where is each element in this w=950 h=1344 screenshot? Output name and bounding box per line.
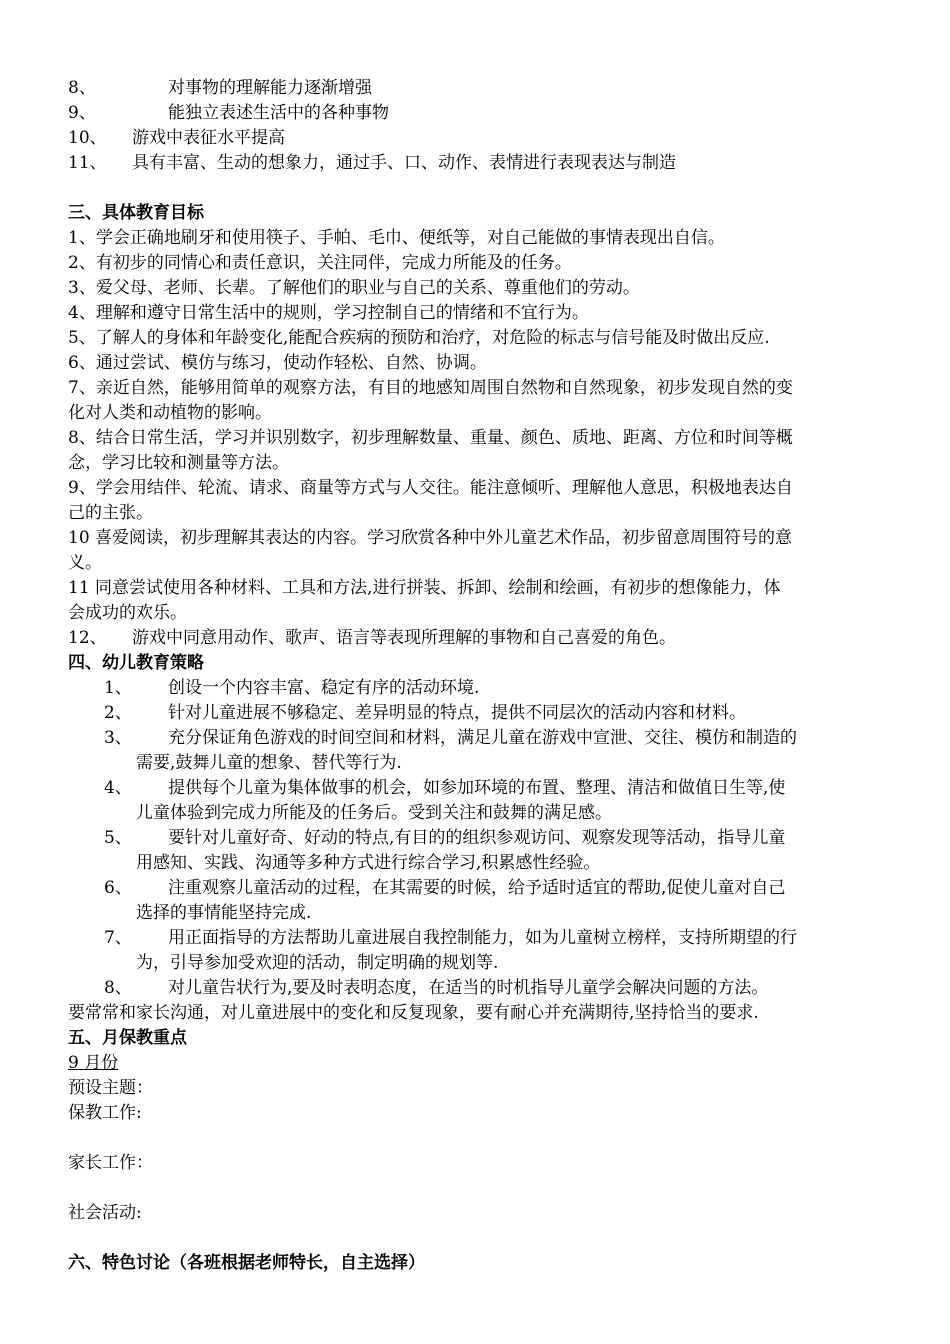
- paragraph-line: 11 同意尝试使用各种材料、工具和方法,进行拼装、拆卸、绘制和绘画，有初步的想像能力，体: [68, 578, 781, 598]
- paragraph-line: 5、了解人的身体和年龄变化,能配合疾病的预防和治疗，对危险的标志与信号能及时做出反应.: [68, 328, 770, 348]
- list-number: 8、: [68, 78, 96, 98]
- paragraph-line: 9、学会用结伴、轮流、请求、商量等方式与人交往。能注意倾听、理解他人意思，积极地表达自: [68, 478, 793, 498]
- field-label: 预设主题：: [68, 1078, 153, 1098]
- paragraph-line: 2、有初步的同情心和责任意识，关注同伴，完成力所能及的任务。: [68, 253, 572, 273]
- list-number: 5、: [104, 828, 132, 848]
- strategy-item: [104, 826, 786, 850]
- paragraph-line: 3、爱父母、老师、长辈。了解他们的职业与自己的关系、尊重他们的劳动。: [68, 278, 640, 298]
- paragraph-line: 6、通过尝试、模仿与练习，使动作轻松、自然、协调。: [68, 353, 487, 373]
- list-number: 2、: [104, 703, 132, 723]
- list-text-continued: 用感知、实践、沟通等多种方式进行综合学习,积累感性经验。: [136, 853, 601, 873]
- list-text: 游戏中表征水平提高: [132, 128, 285, 148]
- strategy-item: [104, 976, 769, 1000]
- paragraph-line: 要常常和家长沟通，对儿童进展中的变化和反复现象，要有耐心并充满期待,坚持恰当的要求.: [68, 1003, 759, 1023]
- strategy-item: [104, 726, 797, 750]
- list-number: 11、: [68, 153, 107, 173]
- strategy-item: [104, 676, 480, 700]
- list-number: 4、: [104, 778, 132, 798]
- list-number: 1、: [104, 678, 132, 698]
- paragraph-line: 10 喜爱阅读，初步理解其表达的内容。学习欣赏各种中外儿童艺术作品，初步留意周围符号的意: [68, 528, 793, 548]
- strategy-item: [104, 926, 797, 950]
- section-heading: 四、幼儿教育策略: [68, 653, 204, 673]
- list-text: 游戏中同意用动作、歌声、语言等表现所理解的事物和自己喜爱的角色。: [132, 628, 676, 648]
- list-number: 8、: [104, 978, 132, 998]
- paragraph-line: 义。: [68, 553, 102, 573]
- list-text: 具有丰富、生动的想象力，通过手、口、动作、表情进行表现表达与制造: [132, 153, 676, 173]
- paragraph-line: 己的主张。: [68, 503, 153, 523]
- list-text: 能独立表述生活中的各种事物: [168, 103, 389, 123]
- strategy-item: [104, 701, 746, 725]
- list-item: [68, 626, 676, 650]
- field-label: 社会活动:: [68, 1203, 142, 1223]
- list-text: 创设一个内容丰富、稳定有序的活动环境.: [168, 678, 480, 698]
- list-number: 12、: [68, 628, 107, 648]
- field-label: 保教工作:: [68, 1103, 142, 1123]
- list-number: 6、: [104, 878, 132, 898]
- section-heading: 五、月保教重点: [68, 1028, 187, 1048]
- list-text: 针对儿童进展不够稳定、差异明显的特点，提供不同层次的活动内容和材料。: [168, 703, 746, 723]
- list-item: [68, 76, 372, 100]
- list-text-continued: 为，引导参加受欢迎的活动，制定明确的规划等.: [136, 953, 499, 973]
- strategy-item: [104, 776, 786, 800]
- list-text-continued: 儿童体验到完成力所能及的任务后。受到关注和鼓舞的满足感。: [136, 803, 612, 823]
- section-heading: 六、特色讨论（各班根据老师特长，自主选择）: [68, 1253, 425, 1273]
- paragraph-line: 4、理解和遵守日常生活中的规则，学习控制自己的情绪和不宜行为。: [68, 303, 589, 323]
- paragraph-line: 7、亲近自然，能够用简单的观察方法，有目的地感知周围自然物和自然现象，初步发现自然的变: [68, 378, 793, 398]
- list-item: [68, 151, 676, 175]
- list-item: [68, 101, 389, 125]
- list-text: 要针对儿童好奇、好动的特点,有目的的组织参观访问、观察发现等活动，指导儿童: [168, 828, 786, 848]
- list-text: 用正面指导的方法帮助儿童进展自我控制能力，如为儿童树立榜样，支持所期望的行: [168, 928, 797, 948]
- month-label: 9 月份: [68, 1053, 119, 1073]
- list-text-continued: 选择的事情能坚持完成.: [136, 903, 312, 923]
- list-number: 7、: [104, 928, 132, 948]
- list-text: 对儿童告状行为,要及时表明态度，在适当的时机指导儿童学会解决问题的方法。: [168, 978, 769, 998]
- strategy-item: [104, 876, 786, 900]
- section-heading: 三、具体教育目标: [68, 203, 204, 223]
- list-number: 10、: [68, 128, 107, 148]
- paragraph-line: 8、结合日常生活，学习并识别数字，初步理解数量、重量、颜色、质地、距离、方位和时间等概: [68, 428, 793, 448]
- list-number: 9、: [68, 103, 96, 123]
- list-item: [68, 126, 285, 150]
- paragraph-line: 念，学习比较和测量等方法。: [68, 453, 289, 473]
- list-number: 3、: [104, 728, 132, 748]
- list-text: 充分保证角色游戏的时间空间和材料，满足儿童在游戏中宣泄、交往、模仿和制造的: [168, 728, 797, 748]
- list-text: 提供每个儿童为集体做事的机会，如参加环境的布置、整理、清洁和做值日生等,使: [168, 778, 786, 798]
- list-text: 对事物的理解能力逐渐增强: [168, 78, 372, 98]
- list-text-continued: 需要,鼓舞儿童的想象、替代等行为.: [136, 753, 402, 773]
- list-text: 注重观察儿童活动的过程，在其需要的时候，给予适时适宜的帮助,促使儿童对自己: [168, 878, 786, 898]
- paragraph-line: 1、学会正确地刷牙和使用筷子、手帕、毛巾、便纸等，对自己能做的事情表现出自信。: [68, 228, 725, 248]
- paragraph-line: 化对人类和动植物的影响。: [68, 403, 272, 423]
- paragraph-line: 会成功的欢乐。: [68, 603, 187, 623]
- field-label: 家长工作：: [68, 1153, 153, 1173]
